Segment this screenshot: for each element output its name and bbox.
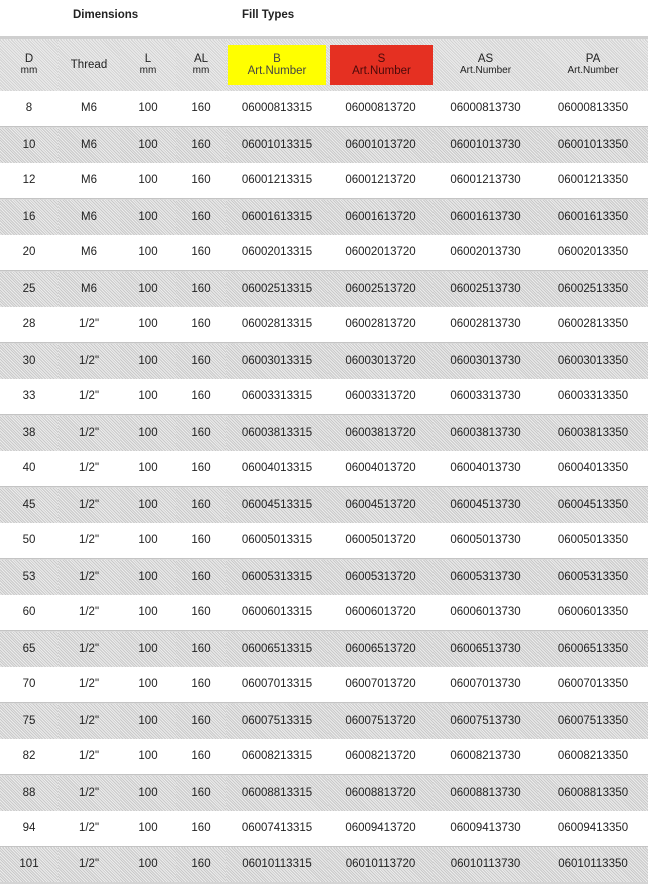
cell-l: 100 xyxy=(138,750,158,763)
cell-d: 33 xyxy=(22,390,36,403)
column-label: S xyxy=(377,52,386,65)
section-headers xyxy=(0,0,648,36)
cell-b-art-number: 06007013315 xyxy=(241,678,313,691)
cell-b-art-number: 06008213315 xyxy=(241,750,313,763)
cell-al: 160 xyxy=(176,127,226,163)
cell-as-art-number: 06008213730 xyxy=(450,750,521,763)
column-header-pa xyxy=(538,38,648,91)
cell-b-art-number: 06003313315 xyxy=(241,390,313,403)
cell-as-art-number: 06004513730 xyxy=(433,487,538,523)
cell-l: 100 xyxy=(138,102,158,115)
column-label: AS xyxy=(477,52,494,65)
cell-s-art-number: 06009413720 xyxy=(345,822,416,835)
cell-as-art-number: 06003313730 xyxy=(450,390,521,403)
cell-d: 53 xyxy=(0,559,58,595)
table-body xyxy=(0,91,648,883)
cell-as-art-number: 06006513730 xyxy=(433,631,538,667)
cell-as-art-number: 06002813730 xyxy=(450,318,521,331)
table-row xyxy=(0,523,648,559)
cell-thread: M6 xyxy=(81,102,97,115)
column-header-d xyxy=(0,38,58,91)
cell-l: 100 xyxy=(138,462,158,475)
cell-d: 60 xyxy=(22,606,36,619)
cell-d: 75 xyxy=(0,703,58,739)
cell-al: 160 xyxy=(191,606,211,619)
cell-thread: 1/2" xyxy=(58,631,120,667)
cell-as-art-number: 06005313730 xyxy=(433,559,538,595)
cell-thread: 1/2" xyxy=(78,318,100,331)
cell-pa-art-number: 06005013350 xyxy=(557,534,629,547)
cell-d: 45 xyxy=(0,487,58,523)
column-label: D xyxy=(24,52,34,65)
cell-as-art-number: 06005013730 xyxy=(450,534,521,547)
cell-s-art-number: 06008213720 xyxy=(345,750,416,763)
table-row xyxy=(0,343,648,379)
cell-thread: 1/2" xyxy=(78,534,100,547)
cell-al: 160 xyxy=(176,703,226,739)
cell-b-art-number: 06000813315 xyxy=(241,102,313,115)
dimensions-heading: Dimensions xyxy=(73,9,139,21)
table-row xyxy=(0,631,648,667)
cell-as-art-number: 06008813730 xyxy=(433,775,538,811)
cell-as-art-number: 06006013730 xyxy=(450,606,521,619)
column-label: AL xyxy=(193,52,209,65)
cell-d: 12 xyxy=(22,174,36,187)
cell-pa-art-number: 06004013350 xyxy=(557,462,629,475)
cell-b-art-number: 06002513315 xyxy=(226,271,328,307)
column-header-as xyxy=(433,38,538,91)
cell-d: 20 xyxy=(22,246,36,259)
column-unit: mm xyxy=(192,64,210,76)
cell-as-art-number: 06004013730 xyxy=(450,462,521,475)
cell-pa-art-number: 06002013350 xyxy=(557,246,629,259)
column-unit: Art.Number xyxy=(567,64,619,76)
table-row xyxy=(0,415,648,451)
cell-b-art-number: 06001013315 xyxy=(226,127,328,163)
cell-al: 160 xyxy=(176,775,226,811)
cell-al: 160 xyxy=(176,559,226,595)
article-number-table xyxy=(0,36,648,884)
highlight-yellow xyxy=(228,45,326,85)
cell-thread: 1/2" xyxy=(58,343,120,379)
table-row xyxy=(0,379,648,415)
cell-thread: 1/2" xyxy=(78,606,100,619)
table-row xyxy=(0,811,648,847)
column-header-al xyxy=(176,38,226,91)
cell-l: 100 xyxy=(138,246,158,259)
table-row xyxy=(0,127,648,163)
cell-pa-art-number: 06000813350 xyxy=(557,102,629,115)
cell-pa-art-number: 06009413350 xyxy=(557,822,629,835)
column-label: PA xyxy=(585,52,601,65)
cell-al: 160 xyxy=(191,390,211,403)
cell-b-art-number: 06004513315 xyxy=(226,487,328,523)
cell-as-art-number: 06003013730 xyxy=(433,343,538,379)
cell-al: 160 xyxy=(191,174,211,187)
cell-d: 101 xyxy=(0,847,58,883)
cell-pa-art-number: 06010113350 xyxy=(538,847,648,883)
cell-s-art-number: 06005013720 xyxy=(345,534,416,547)
cell-pa-art-number: 06006013350 xyxy=(557,606,629,619)
cell-thread: M6 xyxy=(58,199,120,235)
cell-s-art-number: 06001213720 xyxy=(345,174,416,187)
column-label: L xyxy=(144,52,152,65)
cell-as-art-number: 06001213730 xyxy=(450,174,521,187)
cell-thread: 1/2" xyxy=(78,822,100,835)
cell-thread: 1/2" xyxy=(58,703,120,739)
cell-l: 100 xyxy=(120,415,176,451)
table-row xyxy=(0,667,648,703)
cell-l: 100 xyxy=(120,775,176,811)
cell-thread: 1/2" xyxy=(78,462,100,475)
cell-s-art-number: 06005313720 xyxy=(328,559,433,595)
column-unit: mm xyxy=(20,64,38,76)
cell-pa-art-number: 06006513350 xyxy=(538,631,648,667)
cell-d: 40 xyxy=(22,462,36,475)
cell-s-art-number: 06004513720 xyxy=(328,487,433,523)
table-row xyxy=(0,307,648,343)
cell-al: 160 xyxy=(176,631,226,667)
cell-b-art-number: 06007413315 xyxy=(241,822,313,835)
cell-d: 16 xyxy=(0,199,58,235)
table-row xyxy=(0,775,648,811)
cell-s-art-number: 06002513720 xyxy=(328,271,433,307)
column-unit: mm xyxy=(139,64,157,76)
cell-s-art-number: 06007013720 xyxy=(345,678,416,691)
cell-d: 88 xyxy=(0,775,58,811)
table-row xyxy=(0,271,648,307)
cell-al: 160 xyxy=(191,534,211,547)
cell-b-art-number: 06008813315 xyxy=(226,775,328,811)
header-row xyxy=(0,38,648,91)
cell-s-art-number: 06010113720 xyxy=(328,847,433,883)
cell-d: 30 xyxy=(0,343,58,379)
cell-s-art-number: 06008813720 xyxy=(328,775,433,811)
cell-pa-art-number: 06005313350 xyxy=(538,559,648,595)
cell-s-art-number: 06002013720 xyxy=(345,246,416,259)
cell-l: 100 xyxy=(138,822,158,835)
table-row xyxy=(0,739,648,775)
cell-s-art-number: 06003013720 xyxy=(328,343,433,379)
cell-s-art-number: 06006513720 xyxy=(328,631,433,667)
cell-s-art-number: 06003313720 xyxy=(345,390,416,403)
cell-l: 100 xyxy=(120,199,176,235)
cell-l: 100 xyxy=(138,678,158,691)
cell-b-art-number: 06001213315 xyxy=(241,174,313,187)
cell-al: 160 xyxy=(191,246,211,259)
cell-l: 100 xyxy=(120,127,176,163)
cell-l: 100 xyxy=(138,318,158,331)
cell-al: 160 xyxy=(191,318,211,331)
cell-s-art-number: 06000813720 xyxy=(345,102,416,115)
highlight-red xyxy=(330,45,433,85)
cell-d: 10 xyxy=(0,127,58,163)
cell-s-art-number: 06006013720 xyxy=(345,606,416,619)
cell-al: 160 xyxy=(176,487,226,523)
column-header-b xyxy=(226,38,328,91)
cell-s-art-number: 06001013720 xyxy=(328,127,433,163)
cell-s-art-number: 06002813720 xyxy=(345,318,416,331)
cell-as-art-number: 06007513730 xyxy=(433,703,538,739)
fill-types-heading: Fill Types xyxy=(242,9,295,21)
cell-b-art-number: 06007513315 xyxy=(226,703,328,739)
cell-as-art-number: 06001013730 xyxy=(433,127,538,163)
cell-pa-art-number: 06008213350 xyxy=(557,750,629,763)
cell-l: 100 xyxy=(120,703,176,739)
cell-al: 160 xyxy=(191,822,211,835)
cell-s-art-number: 06003813720 xyxy=(328,415,433,451)
cell-al: 160 xyxy=(176,271,226,307)
cell-b-art-number: 06010113315 xyxy=(226,847,328,883)
column-header-s xyxy=(328,38,433,91)
cell-pa-art-number: 06001213350 xyxy=(557,174,629,187)
cell-pa-art-number: 06002813350 xyxy=(557,318,629,331)
table-row xyxy=(0,847,648,883)
cell-l: 100 xyxy=(138,534,158,547)
cell-thread: M6 xyxy=(81,246,97,259)
cell-as-art-number: 06002513730 xyxy=(433,271,538,307)
column-header-l xyxy=(120,38,176,91)
cell-b-art-number: 06005013315 xyxy=(241,534,313,547)
cell-thread: 1/2" xyxy=(78,678,100,691)
cell-pa-art-number: 06001013350 xyxy=(538,127,648,163)
cell-l: 100 xyxy=(120,343,176,379)
cell-al: 160 xyxy=(176,343,226,379)
cell-thread: M6 xyxy=(81,174,97,187)
cell-al: 160 xyxy=(176,415,226,451)
table-row xyxy=(0,559,648,595)
cell-pa-art-number: 06007513350 xyxy=(538,703,648,739)
cell-al: 160 xyxy=(191,750,211,763)
cell-l: 100 xyxy=(120,847,176,883)
cell-thread: M6 xyxy=(58,127,120,163)
column-label: B xyxy=(273,52,281,65)
cell-b-art-number: 06003813315 xyxy=(226,415,328,451)
cell-as-art-number: 06003813730 xyxy=(433,415,538,451)
cell-b-art-number: 06001613315 xyxy=(226,199,328,235)
cell-d: 38 xyxy=(0,415,58,451)
cell-al: 160 xyxy=(191,462,211,475)
table-row xyxy=(0,163,648,199)
cell-d: 50 xyxy=(22,534,36,547)
cell-b-art-number: 06005313315 xyxy=(226,559,328,595)
cell-al: 160 xyxy=(176,199,226,235)
cell-pa-art-number: 06003813350 xyxy=(538,415,648,451)
cell-d: 28 xyxy=(22,318,36,331)
cell-b-art-number: 06006013315 xyxy=(241,606,313,619)
cell-s-art-number: 06007513720 xyxy=(328,703,433,739)
column-unit: Art.Number xyxy=(352,64,411,77)
cell-d: 65 xyxy=(0,631,58,667)
cell-d: 70 xyxy=(22,678,36,691)
cell-b-art-number: 06002013315 xyxy=(241,246,313,259)
cell-d: 82 xyxy=(22,750,36,763)
column-label: Thread xyxy=(70,58,108,71)
cell-al: 160 xyxy=(176,847,226,883)
cell-thread: 1/2" xyxy=(58,775,120,811)
cell-b-art-number: 06004013315 xyxy=(241,462,313,475)
cell-l: 100 xyxy=(120,487,176,523)
cell-thread: M6 xyxy=(58,271,120,307)
cell-l: 100 xyxy=(138,390,158,403)
table-row xyxy=(0,91,648,127)
cell-pa-art-number: 06001613350 xyxy=(538,199,648,235)
cell-pa-art-number: 06003313350 xyxy=(557,390,629,403)
cell-l: 100 xyxy=(120,559,176,595)
table-row xyxy=(0,235,648,271)
cell-thread: 1/2" xyxy=(58,847,120,883)
cell-as-art-number: 06009413730 xyxy=(450,822,521,835)
table-row xyxy=(0,703,648,739)
cell-al: 160 xyxy=(191,678,211,691)
cell-d: 25 xyxy=(0,271,58,307)
column-header-thread xyxy=(58,38,120,91)
table-row xyxy=(0,199,648,235)
cell-as-art-number: 06002013730 xyxy=(450,246,521,259)
cell-pa-art-number: 06008813350 xyxy=(538,775,648,811)
cell-b-art-number: 06006513315 xyxy=(226,631,328,667)
column-unit: Art.Number xyxy=(459,64,512,76)
cell-as-art-number: 06010113730 xyxy=(433,847,538,883)
cell-as-art-number: 06007013730 xyxy=(450,678,521,691)
cell-al: 160 xyxy=(191,102,211,115)
cell-pa-art-number: 06003013350 xyxy=(538,343,648,379)
cell-pa-art-number: 06002513350 xyxy=(538,271,648,307)
column-unit: Art.Number xyxy=(247,64,307,77)
cell-thread: 1/2" xyxy=(78,390,100,403)
cell-thread: 1/2" xyxy=(78,750,100,763)
table-row xyxy=(0,595,648,631)
table-row xyxy=(0,487,648,523)
cell-thread: 1/2" xyxy=(58,487,120,523)
cell-s-art-number: 06001613720 xyxy=(328,199,433,235)
cell-l: 100 xyxy=(120,631,176,667)
cell-b-art-number: 06003013315 xyxy=(226,343,328,379)
cell-thread: 1/2" xyxy=(58,559,120,595)
cell-thread: 1/2" xyxy=(58,415,120,451)
cell-l: 100 xyxy=(138,606,158,619)
cell-pa-art-number: 06004513350 xyxy=(538,487,648,523)
cell-l: 100 xyxy=(138,174,158,187)
cell-s-art-number: 06004013720 xyxy=(345,462,416,475)
table-row xyxy=(0,451,648,487)
cell-l: 100 xyxy=(120,271,176,307)
cell-pa-art-number: 06007013350 xyxy=(557,678,629,691)
cell-as-art-number: 06001613730 xyxy=(433,199,538,235)
cell-as-art-number: 06000813730 xyxy=(450,102,521,115)
cell-d: 94 xyxy=(22,822,36,835)
cell-b-art-number: 06002813315 xyxy=(241,318,313,331)
cell-d: 8 xyxy=(25,102,33,115)
